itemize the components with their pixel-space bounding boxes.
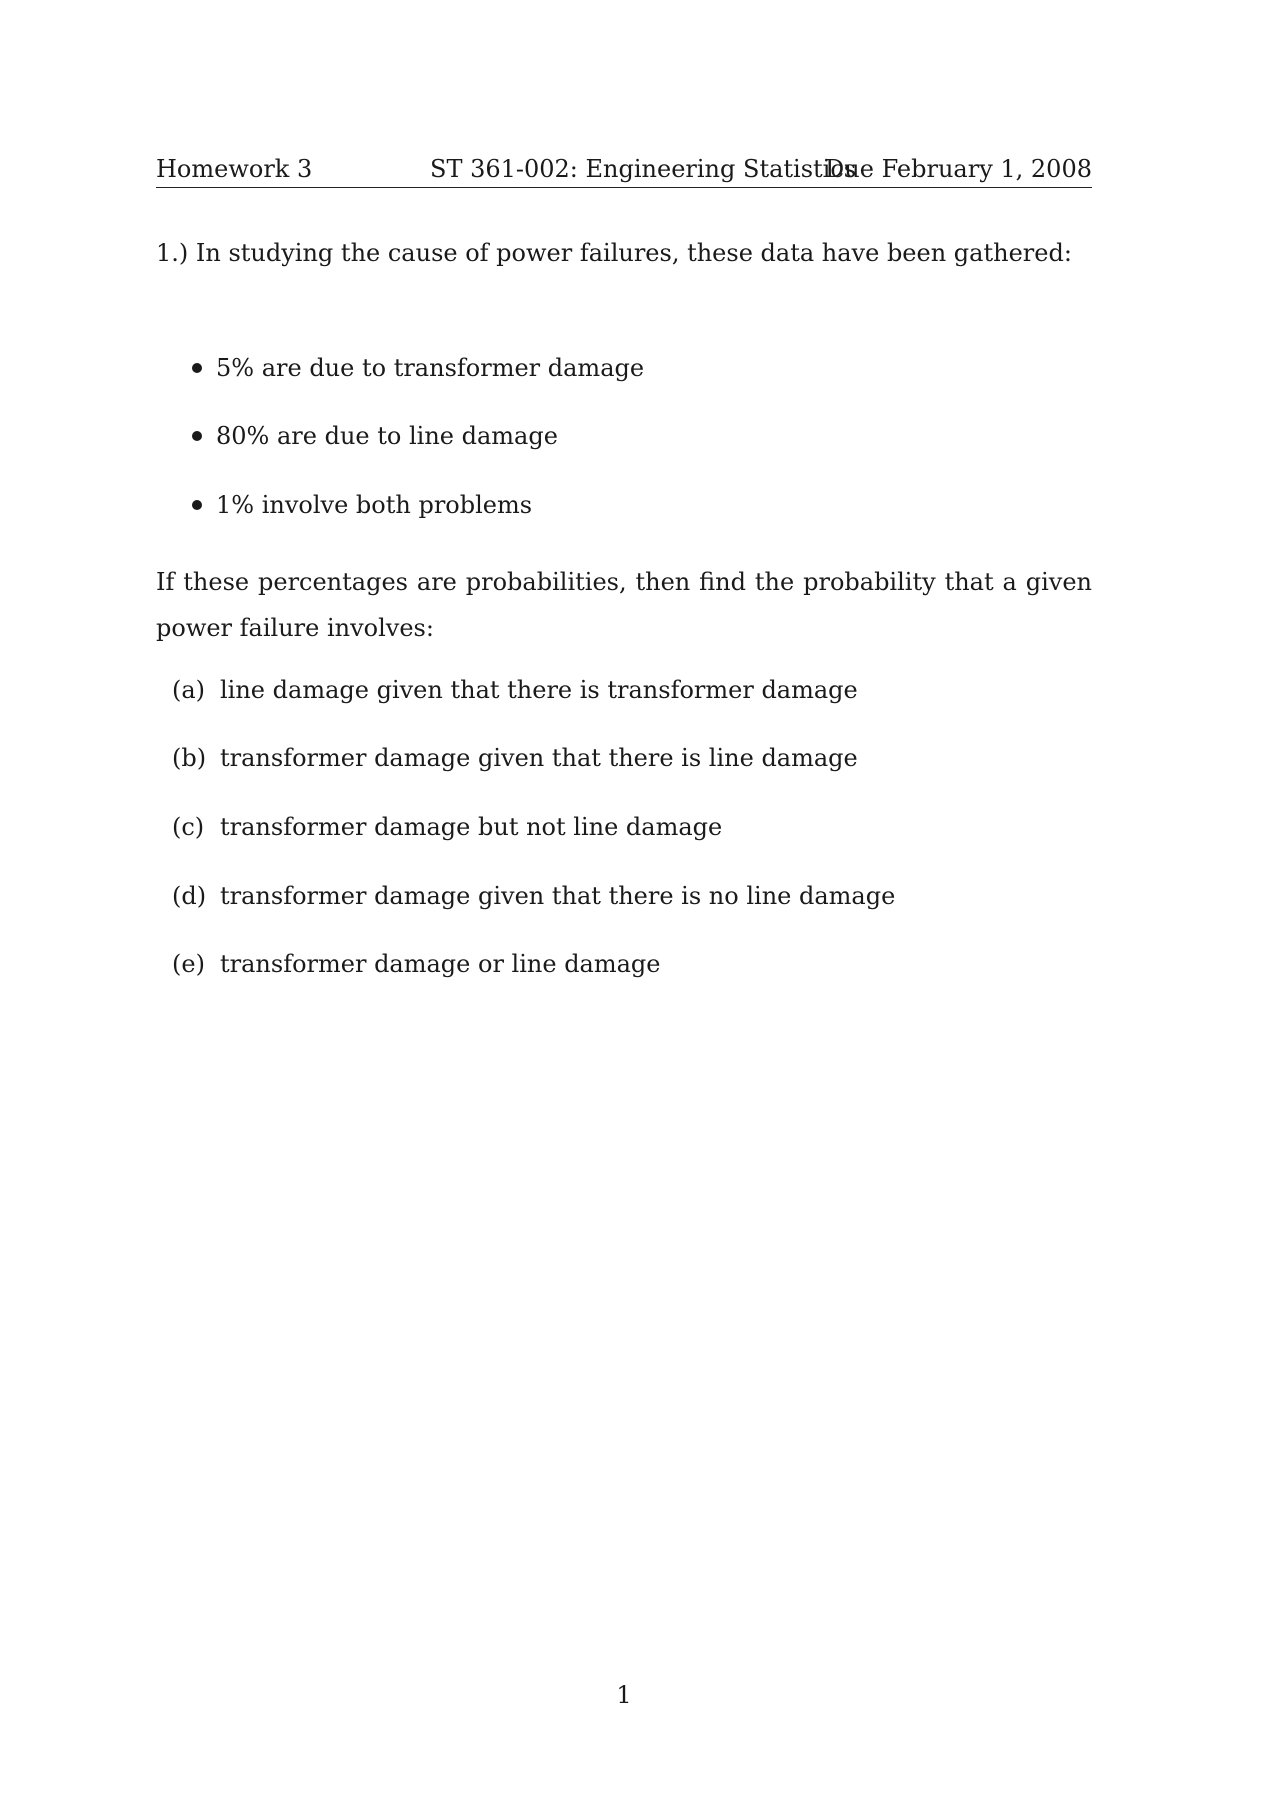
bullet-text: 80% are due to line damage [216,422,558,450]
question-part [172,743,858,773]
part-text: transformer damage but not line damage [220,813,723,841]
question-part [172,881,895,911]
header-course-title: ST 361-002: Engineering Statistics [430,155,857,183]
bullet-dot-icon [192,431,202,441]
part-label: (b) [172,744,207,772]
header-homework-title: Homework 3 [156,155,313,183]
part-text: transformer damage or line damage [220,950,661,978]
question-part [172,949,661,979]
part-text: transformer damage given that there is no line damage [220,882,896,910]
bullet-dot-icon [192,500,202,510]
bullet-item [192,421,558,451]
bullet-item [192,490,532,520]
page-header [156,153,1092,188]
bullet-text: 1% involve both problems [216,491,533,519]
bullet-dot-icon [192,363,202,373]
part-text: line damage given that there is transformer damage [220,676,858,704]
question-part [172,812,722,842]
problem-intro: 1.) In studying the cause of power failures, these data have been gathered: [156,239,1072,267]
bullet-text: 5% are due to transformer damage [216,354,645,382]
page-number: 1 [616,1681,632,1709]
part-label: (d) [172,882,207,910]
part-label: (c) [172,813,205,841]
question-part [172,675,858,705]
problem-question: If these percentages are probabilities, then find the probability that a given power failure involves: [156,568,1092,642]
part-text: transformer damage given that there is line damage [220,744,858,772]
part-label: (a) [172,676,206,704]
bullet-item [192,353,644,383]
header-due-date: Due February 1, 2008 [825,155,1092,183]
part-label: (e) [172,950,205,978]
